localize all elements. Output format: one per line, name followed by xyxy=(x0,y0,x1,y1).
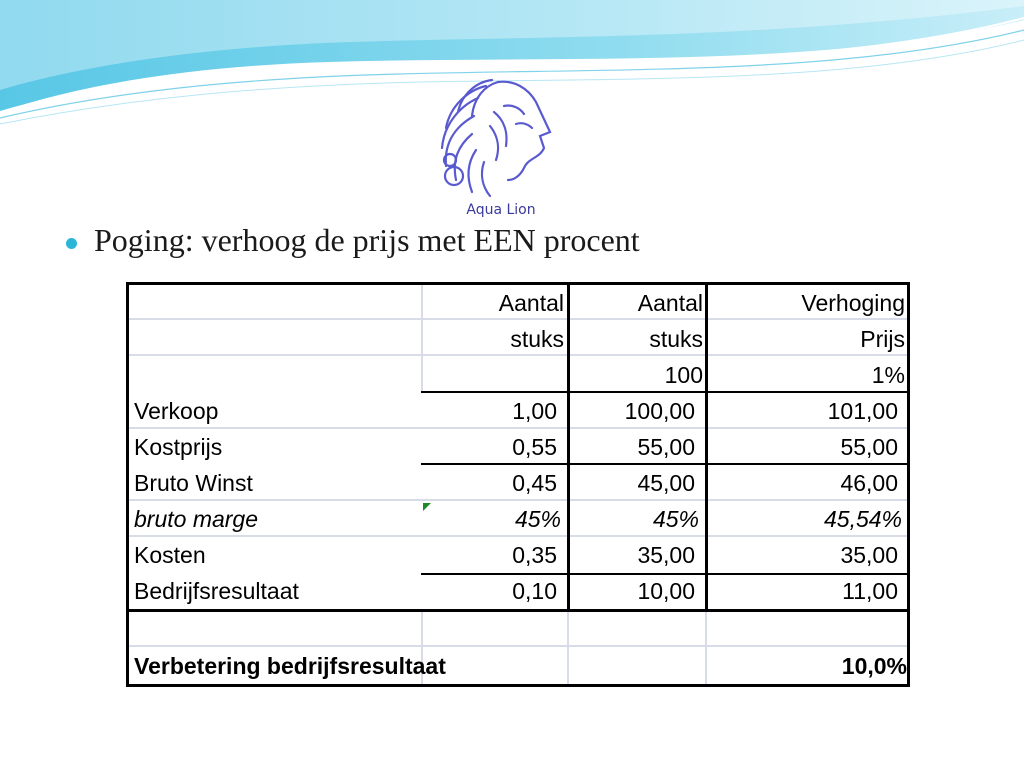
aqua-lion-logo xyxy=(428,76,568,222)
table-cell: 45% xyxy=(514,506,561,532)
table-cell: 11,00 xyxy=(842,578,898,604)
table-cell: 0,10 xyxy=(512,578,557,604)
table-cell: 101,00 xyxy=(827,398,898,424)
row-label: Verkoop xyxy=(134,398,219,424)
table-cell: 45,00 xyxy=(637,470,695,496)
bullet-text: Poging: verhoog de prijs met EEN procent xyxy=(94,222,640,258)
logo-label: Aqua Lion xyxy=(466,202,536,218)
spreadsheet-table xyxy=(126,282,910,687)
table-cell: 46,00 xyxy=(840,470,898,496)
header-cell: Prijs xyxy=(860,326,905,352)
header-cell: stuks xyxy=(510,326,564,352)
row-label: Kosten xyxy=(134,542,206,568)
table-cell: 100,00 xyxy=(624,398,695,424)
table-cell: 55,00 xyxy=(840,434,898,460)
table-cell: 55,00 xyxy=(637,434,695,460)
row-label: bruto marge xyxy=(134,506,259,532)
bullet-dot-icon xyxy=(66,238,77,249)
table-cell: 10,00 xyxy=(637,578,695,604)
table-cell: 1,00 xyxy=(512,398,557,424)
row-label: Bruto Winst xyxy=(134,470,253,496)
table-cell: 35,00 xyxy=(840,542,898,568)
header-cell: 1% xyxy=(871,362,905,388)
header-cell: Verhoging xyxy=(801,290,905,316)
header-cell: Aantal xyxy=(498,290,564,316)
header-cell: stuks xyxy=(649,326,703,352)
table-cell: 45% xyxy=(652,506,699,532)
table-cell: 35,00 xyxy=(637,542,695,568)
header-cell: 100 xyxy=(664,362,703,388)
lion-icon xyxy=(428,76,568,200)
footer-value: 10,0% xyxy=(841,653,907,679)
table-cell: 0,45 xyxy=(512,470,557,496)
row-label: Kostprijs xyxy=(134,434,223,460)
footer-label: Verbetering bedrijfsresultaat xyxy=(134,653,446,679)
table-cell: 45,54% xyxy=(823,506,902,532)
header-cell: Aantal xyxy=(637,290,703,316)
table-cell: 0,55 xyxy=(512,434,557,460)
row-label: Bedrijfsresultaat xyxy=(134,578,299,604)
table-cell: 0,35 xyxy=(512,542,557,568)
